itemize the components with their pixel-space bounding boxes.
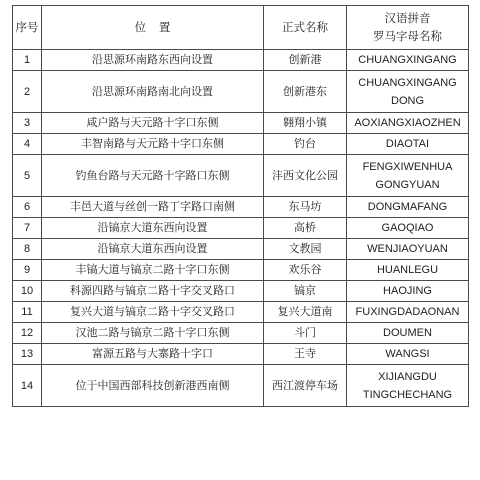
cell-no: 5 <box>13 155 42 197</box>
cell-location: 沿镐京大道东西向设置 <box>42 218 264 239</box>
cell-no: 14 <box>13 365 42 407</box>
cell-roman-name <box>347 365 469 407</box>
roman-name-line: GAOQIAO <box>381 222 434 234</box>
table-row <box>13 281 469 302</box>
cell-location: 钓鱼台路与天元路十字路口东侧 <box>42 155 264 197</box>
cell-roman-name <box>347 260 469 281</box>
cell-roman-name <box>347 323 469 344</box>
cell-roman-name <box>347 302 469 323</box>
cell-roman-name <box>347 218 469 239</box>
header-roman-line1: 汉语拼音 <box>384 12 431 25</box>
cell-official-name: 欢乐谷 <box>264 260 347 281</box>
cell-no: 11 <box>13 302 42 323</box>
roman-name-line: FUXINGDADAONAN <box>355 306 460 318</box>
station-table-container <box>12 5 468 407</box>
roman-name-line: FENGXIWENHUA <box>362 160 453 173</box>
roman-name-line: DIAOTAI <box>385 138 430 150</box>
cell-no: 12 <box>13 323 42 344</box>
cell-location: 复兴大道与镐京二路十字交叉路口 <box>42 302 264 323</box>
cell-official-name: 翱翔小镇 <box>264 113 347 134</box>
table-row <box>13 113 469 134</box>
table-row <box>13 323 469 344</box>
roman-name-line: DONG <box>391 94 424 107</box>
cell-official-name: 斗门 <box>264 323 347 344</box>
cell-location: 沿镐京大道东西向设置 <box>42 239 264 260</box>
table-row <box>13 239 469 260</box>
cell-no: 8 <box>13 239 42 260</box>
cell-location: 咸户路与天元路十字口东侧 <box>42 113 264 134</box>
header-roman-line2: 罗马字母名称 <box>373 30 442 43</box>
cell-location: 沿思源环南路东西向设置 <box>42 50 264 71</box>
cell-roman-name <box>347 134 469 155</box>
header-location: 位 置 <box>42 6 264 50</box>
cell-no: 3 <box>13 113 42 134</box>
cell-location: 位于中国西部科技创新港西南侧 <box>42 365 264 407</box>
cell-roman-name <box>347 197 469 218</box>
cell-official-name: 镐京 <box>264 281 347 302</box>
roman-name-line: XIJIANGDU <box>378 370 437 383</box>
cell-no: 10 <box>13 281 42 302</box>
cell-official-name: 王寺 <box>264 344 347 365</box>
cell-location: 丰智南路与天元路十字口东侧 <box>42 134 264 155</box>
cell-official-name: 钓台 <box>264 134 347 155</box>
table-row <box>13 365 469 407</box>
roman-name-line: CHUANGXINGANG <box>358 54 457 66</box>
cell-no: 6 <box>13 197 42 218</box>
table-row <box>13 134 469 155</box>
roman-name-line: DOUMEN <box>383 327 432 339</box>
cell-no: 2 <box>13 71 42 113</box>
cell-roman-name <box>347 155 469 197</box>
roman-name-line: HUANLEGU <box>376 264 439 276</box>
cell-roman-name <box>347 113 469 134</box>
cell-location: 科源四路与镐京二路十字交叉路口 <box>42 281 264 302</box>
cell-no: 1 <box>13 50 42 71</box>
cell-official-name: 沣西文化公园 <box>264 155 347 197</box>
cell-official-name: 西江渡停车场 <box>264 365 347 407</box>
roman-name-line: TINGCHECHANG <box>362 388 453 401</box>
station-name-table <box>12 5 469 407</box>
cell-official-name: 复兴大道南 <box>264 302 347 323</box>
cell-location: 丰邑大道与丝创一路丁字路口南侧 <box>42 197 264 218</box>
cell-roman-name <box>347 239 469 260</box>
table-row <box>13 344 469 365</box>
cell-location: 沿思源环南路南北向设置 <box>42 71 264 113</box>
table-row <box>13 197 469 218</box>
cell-location: 丰镐大道与镐京二路十字口东侧 <box>42 260 264 281</box>
cell-official-name: 文教园 <box>264 239 347 260</box>
cell-location: 汉池二路与镐京二路十字口东侧 <box>42 323 264 344</box>
cell-location: 富源五路与大寨路十字口 <box>42 344 264 365</box>
table-body <box>13 50 469 407</box>
roman-name-line: GONGYUAN <box>375 178 440 191</box>
cell-no: 13 <box>13 344 42 365</box>
cell-roman-name <box>347 281 469 302</box>
roman-name-line: CHUANGXINGANG <box>358 76 457 89</box>
cell-official-name: 创新港东 <box>264 71 347 113</box>
roman-name-line: WENJIAOYUAN <box>367 243 448 255</box>
cell-no: 7 <box>13 218 42 239</box>
cell-roman-name <box>347 71 469 113</box>
header-official-name: 正式名称 <box>264 6 347 50</box>
table-row <box>13 302 469 323</box>
cell-official-name: 创新港 <box>264 50 347 71</box>
roman-name-line: DONGMAFANG <box>367 201 448 213</box>
table-row <box>13 50 469 71</box>
roman-name-line: WANGSI <box>385 348 430 360</box>
table-row <box>13 155 469 197</box>
cell-no: 4 <box>13 134 42 155</box>
cell-official-name: 高桥 <box>264 218 347 239</box>
roman-name-line: HAOJING <box>383 285 432 297</box>
table-row <box>13 218 469 239</box>
header-roman-name <box>347 6 469 50</box>
table-header-row <box>13 6 469 50</box>
table-row <box>13 260 469 281</box>
table-row <box>13 71 469 113</box>
cell-no: 9 <box>13 260 42 281</box>
roman-name-line: AOXIANGXIAOZHEN <box>354 117 461 129</box>
header-no: 序号 <box>13 6 42 50</box>
cell-roman-name <box>347 50 469 71</box>
cell-roman-name <box>347 344 469 365</box>
cell-official-name: 东马坊 <box>264 197 347 218</box>
